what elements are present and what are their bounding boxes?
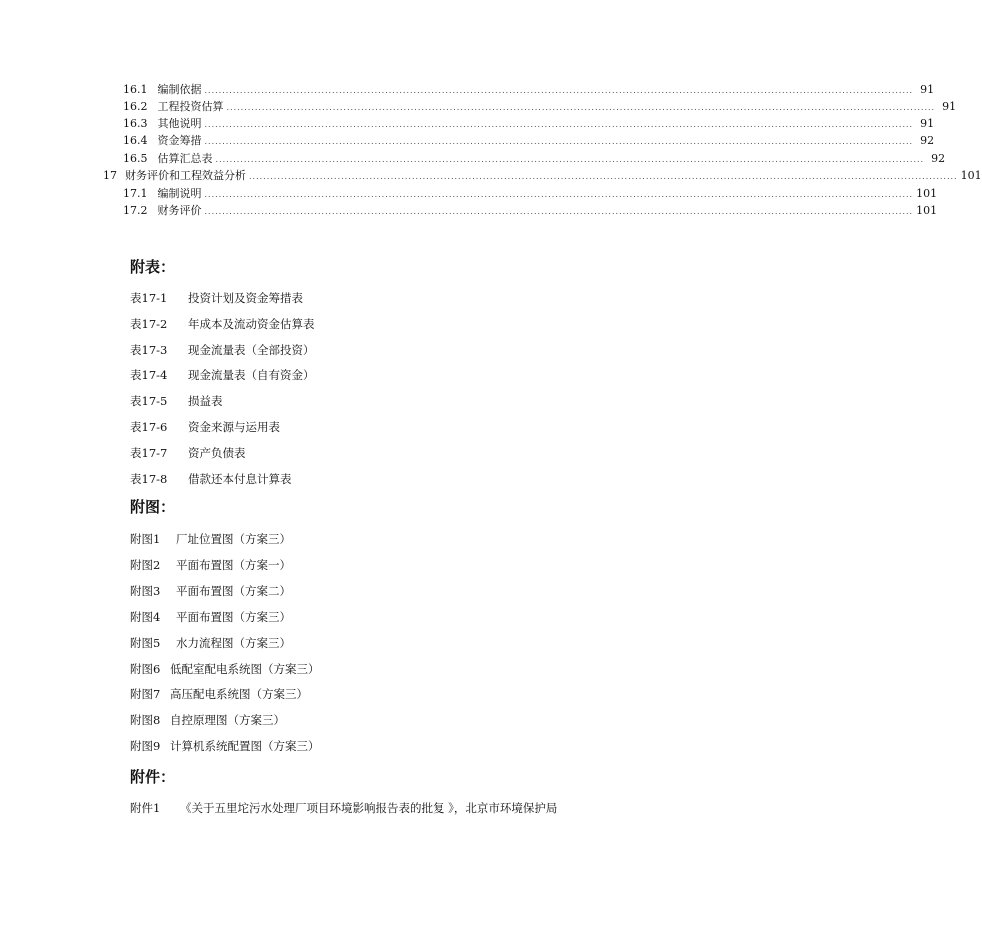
appendix-figure-item [130,712,285,728]
toc-entry-title: 其他说明 [157,117,202,130]
appendix-table-label: 表17-8 [130,472,168,486]
appendix-table-label: 表17-6 [130,420,168,434]
appendix-figure-title: 水力流程图（方案三） [176,636,291,650]
appendix-figure-title: 高压配电系统图（方案三） [170,687,308,701]
appendix-table-label: 表17-4 [130,368,168,382]
toc-entry-number: 16.5 [123,152,148,165]
appendix-figure-title: 低配室配电系统图（方案三） [170,662,320,676]
toc-entry[interactable] [123,82,935,98]
appendix-table-item [130,419,280,435]
toc-leader-dots: ........................................................................................................................................................................................................ [204,86,914,95]
appendix-figure-label: 附图4 [130,610,161,624]
appendix-figure-label: 附图5 [130,636,161,650]
toc-entry[interactable] [103,168,982,184]
toc-leader-dots: ........................................................................................................................................................................................................ [249,172,958,181]
appendix-figure-label: 附图2 [130,558,161,572]
toc-leader-dots: ........................................................................................................................................................................................................ [204,190,914,199]
toc-entry-number: 17 [103,169,117,182]
appendix-table-item [130,445,246,461]
toc-entry[interactable] [123,186,938,202]
appendix-table-item [130,471,292,487]
toc-entry-page: 91 [942,100,957,113]
appendix-table-title: 资产负债表 [188,446,246,460]
appendix-figure-title: 计算机系统配置图（方案三） [170,739,320,753]
toc-entry[interactable] [123,116,935,132]
toc-leader-dots: ........................................................................................................................................................................................................ [204,207,914,216]
appendix-figure-label: 附图9 [130,739,161,753]
toc-entry-title: 财务评价和工程效益分析 [125,169,246,182]
appendix-figure-title: 厂址位置图（方案三） [176,532,291,546]
toc-entry-page: 101 [960,169,982,182]
toc-entry-page: 101 [916,204,938,217]
appendix-table-title: 年成本及流动资金估算表 [188,317,315,331]
appendix-figures-heading: 附图： [130,498,176,516]
appendix-figure-item [130,635,291,651]
appendix-table-item [130,367,315,383]
appendix-figure-title: 自控原理图（方案三） [170,713,285,727]
appendix-table-title: 资金来源与运用表 [188,420,280,434]
toc-entry[interactable] [123,203,938,219]
toc-entry-title: 编制说明 [157,187,202,200]
appendix-figure-item [130,557,291,573]
appendix-figure-label: 附图3 [130,584,161,598]
appendix-figure-title: 平面布置图（方案二） [176,584,291,598]
appendix-figure-item [130,661,320,677]
appendix-table-title: 投资计划及资金筹措表 [188,291,303,305]
toc-entry-number: 17.1 [123,187,148,200]
appendix-table-label: 表17-2 [130,317,168,331]
toc-entry[interactable] [123,151,946,167]
appendix-table-title: 现金流量表（全部投资） [188,343,315,357]
appendix-figure-label: 附图6 [130,662,161,676]
appendix-tables-heading: 附表： [130,258,176,276]
toc-entry-page: 91 [920,117,935,130]
appendix-table-item [130,393,223,409]
appendix-figure-label: 附图1 [130,532,161,546]
attachment-title: 《关于五里坨污水处理厂项目环境影响报告表的批复 》，北京市环境保护局 [180,801,558,815]
toc-entry-number: 16.2 [123,100,148,113]
attachments-heading: 附件： [130,768,176,786]
toc-entry-number: 16.1 [123,83,148,96]
toc-entry-title: 财务评价 [157,204,202,217]
appendix-table-title: 损益表 [188,394,223,408]
toc-entry[interactable] [123,133,935,149]
toc-entry-page: 92 [920,134,935,147]
appendix-table-item [130,316,315,332]
toc-entry-title: 编制依据 [157,83,202,96]
appendix-figure-title: 平面布置图（方案一） [176,558,291,572]
toc-entry[interactable] [123,99,957,115]
toc-entry-number: 16.3 [123,117,148,130]
appendix-figure-item [130,531,291,547]
appendix-table-label: 表17-5 [130,394,168,408]
appendix-table-item [130,290,303,306]
toc-entry-number: 16.4 [123,134,148,147]
toc-leader-dots: ........................................................................................................................................................................................................ [215,155,925,164]
toc-entry-title: 工程投资估算 [157,100,224,113]
appendix-table-label: 表17-1 [130,291,168,305]
toc-leader-dots: ........................................................................................................................................................................................................ [204,137,914,146]
appendix-table-label: 表17-7 [130,446,168,460]
appendix-figure-item [130,738,320,754]
toc-leader-dots: ........................................................................................................................................................................................................ [204,120,914,129]
attachment-label: 附件1 [130,801,161,815]
appendix-figure-item [130,686,308,702]
appendix-table-item [130,342,315,358]
appendix-figure-title: 平面布置图（方案三） [176,610,291,624]
appendix-figure-label: 附图8 [130,713,161,727]
appendix-figure-item [130,609,291,625]
toc-entry-page: 101 [916,187,938,200]
toc-entry-title: 估算汇总表 [157,152,213,165]
appendix-table-title: 现金流量表（自有资金） [188,368,315,382]
appendix-figure-label: 附图7 [130,687,161,701]
toc-entry-title: 资金筹措 [157,134,202,147]
appendix-table-title: 借款还本付息计算表 [188,472,292,486]
toc-entry-number: 17.2 [123,204,148,217]
appendix-figure-item [130,583,291,599]
toc-leader-dots: ........................................................................................................................................................................................................ [226,103,936,112]
toc-entry-page: 91 [920,83,935,96]
appendix-table-label: 表17-3 [130,343,168,357]
toc-entry-page: 92 [931,152,946,165]
